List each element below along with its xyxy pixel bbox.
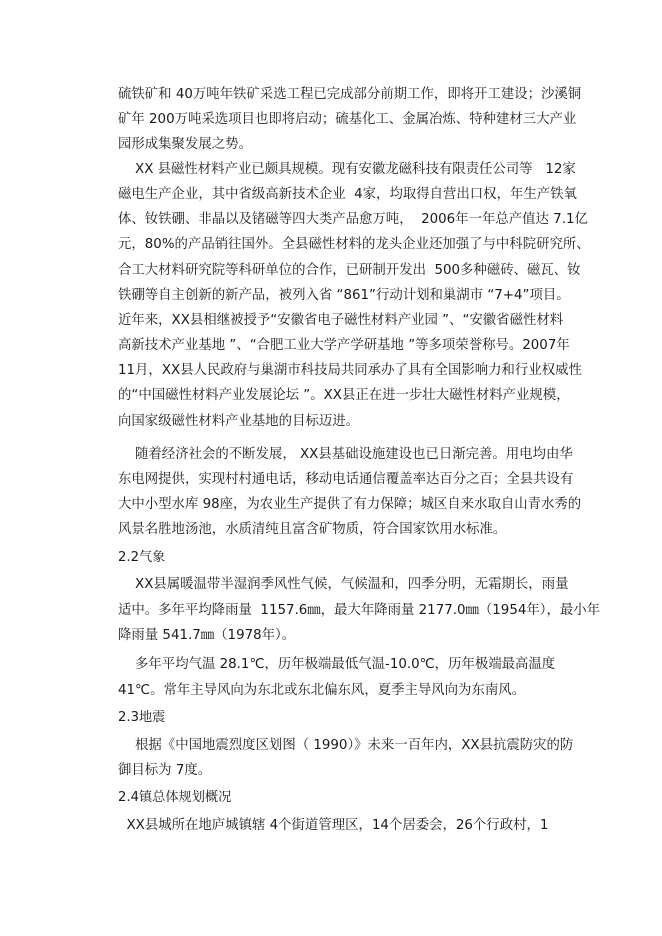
text-line: 11月，XX县人民政府与巢湖市科技局共同承办了具有全国影响力和行业权威性 <box>118 363 582 378</box>
text-line: 多年平均气温 28.1℃，历年极端最低气温-10.0℃，历年极端最高温度 <box>118 657 556 672</box>
text-line: 体、钕铁硼、非晶以及锗磁等四大类产品愈万吨， 2006年一年总产值达 7.1亿 <box>118 212 588 227</box>
text-line: XX 县磁性材料产业已颇具规模。现有安徽龙磁科技有限责任公司等 12家 <box>118 162 576 177</box>
section-heading: 2.3地震 <box>118 710 166 725</box>
text-line: 东电网提供，实现村村通电话，移动电话通信覆盖率达百分之百；全县共设有 <box>118 472 574 487</box>
text-line: 41℃。常年主导风向为东北或东北偏东风，夏季主导风向为东南风。 <box>118 683 526 698</box>
text-line: XX县属暖温带半湿润季风性气候，气候温和，四季分明，无霜期长，雨量 <box>118 577 569 592</box>
text-line: 的“中国磁性材料产业发展论坛 ”。XX县正在进一步壮大磁性材料产业规模， <box>118 388 570 403</box>
text-line: 根据《中国地震烈度区划图（ 1990）》未来一百年内，XX县抗震防灾的防 <box>118 738 574 753</box>
text-line: 矿年 200万吨采选项目也即将启动；硫基化工、金属冶炼、特种建材三大产业 <box>118 112 577 127</box>
text-line: 适中。多年平均降雨量 1157.6㎜，最大年降雨量 2177.0㎜（1954年），最小年 <box>118 603 601 618</box>
section-heading: 2.4镇总体规划概况 <box>118 790 232 805</box>
text-line: XX县城所在地庐城镇辖 4个街道管理区，14个居委会，26个行政村，1 <box>118 818 549 833</box>
text-line: 大中小型水库 98座，为农业生产提供了有力保障；城区自来水取自山青水秀的 <box>118 497 582 512</box>
text-line: 降雨量 541.7㎜（1978年）。 <box>118 628 296 643</box>
text-line: 园形成集聚发展之势。 <box>118 137 252 152</box>
text-line: 御目标为 7度。 <box>118 763 212 778</box>
text-line: 硫铁矿和 40万吨年铁矿采选工程已完成部分前期工作，即将开工建设；沙溪铜 <box>118 87 582 102</box>
text-line: 高新技术产业基地 ”、“合肥工业大学产学研基地 ”等多项荣誉称号。2007年 <box>118 338 570 353</box>
text-line: 近年来，XX县相继被授予“安徽省电子磁性材料产业园 ”、“安徽省磁性材料 <box>118 313 564 328</box>
text-line: 向国家级磁性材料产业基地的目标迈进。 <box>118 414 360 429</box>
text-line: 铁硼等自主创新的新产品，被列入省 “861”行动计划和巢湖市 “7+4”项目。 <box>118 288 570 303</box>
text-line: 元，80%的产品销往国外。全县磁性材料的龙头企业还加强了与中科院研究所、 <box>118 237 590 252</box>
text-line: 风景名胜地汤池，水质清纯且富含矿物质，符合国家饮用水标准。 <box>118 522 507 537</box>
text-line: 磁电生产企业，其中省级高新技术企业 4家，均取得自营出口权，年生产铁氧 <box>118 187 577 202</box>
text-line: 合工大材料研究院等科研单位的合作，已研制开发出 500多种磁砖、磁瓦、钕 <box>118 263 581 278</box>
section-heading: 2.2气象 <box>118 550 166 565</box>
text-line: 随着经济社会的不断发展， XX县基础设施建设也已日渐完善。用电均由华 <box>118 447 573 462</box>
